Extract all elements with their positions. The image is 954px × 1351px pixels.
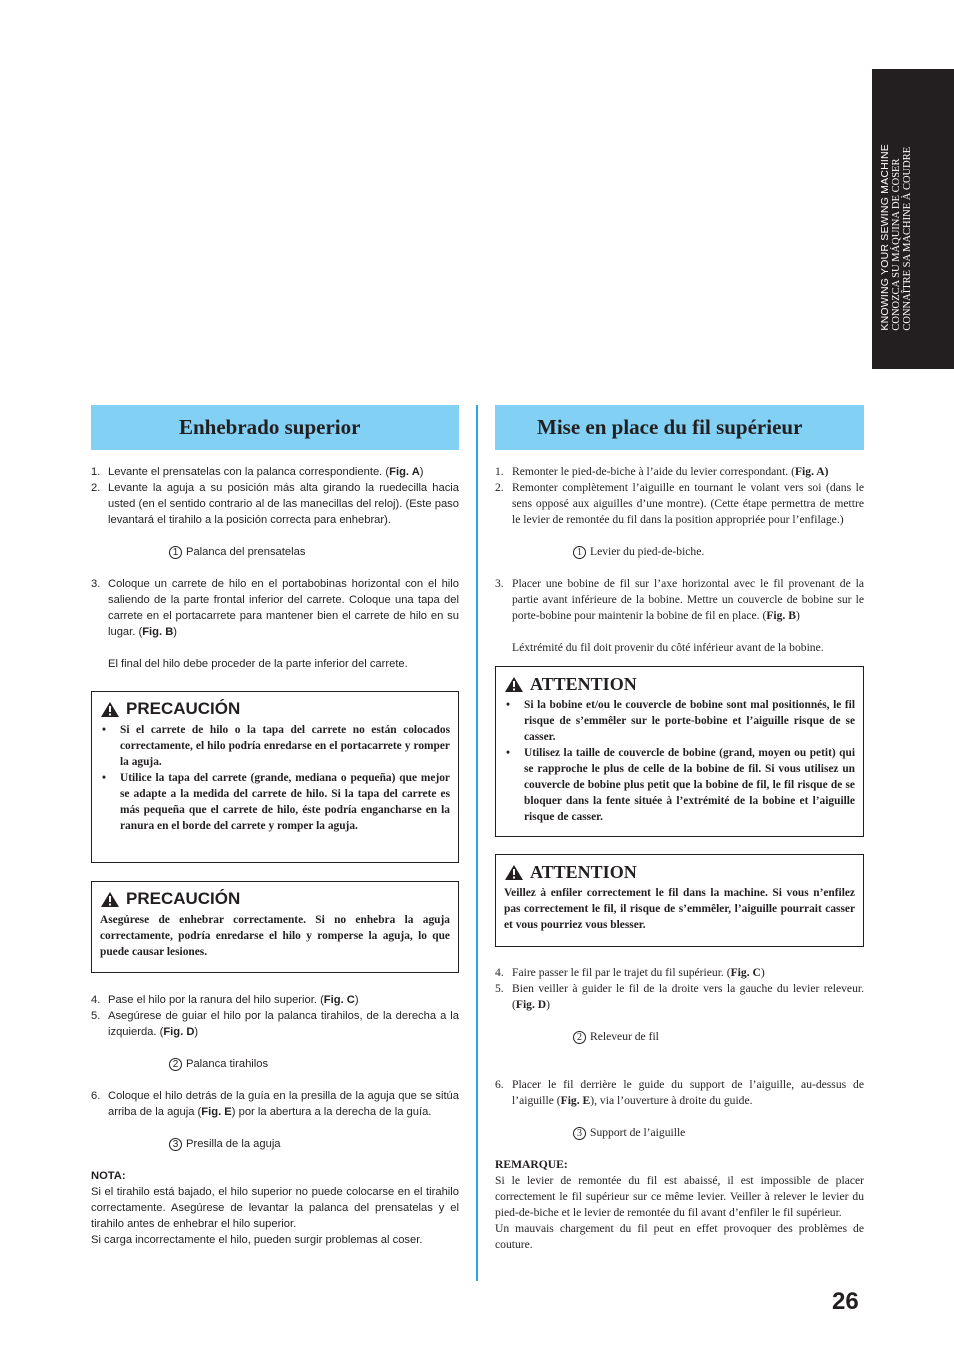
es-step-3-note: El final del hilo debe proceder de la parte inferior del carrete. xyxy=(108,658,408,670)
es-step-1: 1. Levante el prensatelas con la palanca correspondiente. (Fig. A) xyxy=(91,466,424,478)
fr-step-3: 3. Placer une bobine de fil sur l’axe horizontal avec le fil provenant de la partie avant inférieure de la bobine. Mettre un couvercle de bobine sur le porte-bobine pour maintenir la bobine de fil en place. (Fig. B) xyxy=(495,577,864,622)
es-step-5: 5. Asegúrese de guiar el hilo por la palanca tirahilos, de la derecha a la izquierda. (Fig. D) xyxy=(91,1010,459,1038)
es-step-2: 2. Levante la aguja a su posición más alta girando la ruedecilla hacia usted (en el sentido contrario al de las manecillas del reloj). (Este paso levantará el tirahilo a la posición correcta para enhebrar). xyxy=(91,482,459,526)
fr-step-2: 2. Remonter complètement l’aiguille en tournant le volant vers soi (dans le sens opposé aux aiguilles d’une montre). (Cette étape permettra de mettre le levier de remontée du fil dans la position appropriée pour l’enfilage.) xyxy=(495,481,864,526)
es-caution-title-1: PRECAUCIÓN xyxy=(100,698,450,720)
fr-step-6: 6. Placer le fil derrière le guide du support de l’aiguille, au-dessus de l’aiguille (Fig. E), via l’ouverture à droite du guide. xyxy=(495,1078,864,1107)
es-step-6: 6. Coloque el hilo detrás de la guía en la presilla de la aguja que se sitúa arriba de la aguja (Fig. E) por la abertura a la derecha de la guía. xyxy=(91,1090,459,1118)
fr-note-title: REMARQUE: xyxy=(495,1158,568,1171)
column-divider xyxy=(476,405,478,1281)
fr-note-text-1: Si le levier de remontée du fil est abaissé, il est impossible de placer correctement le fil supérieur sur ce même levier. Veiller à relever le levier du pied-de-biche et le levier de remontée du fil avant d’enfiler le fil supérieur. xyxy=(495,1174,864,1219)
spanish-column xyxy=(91,405,459,1248)
fr-attention-title-1: ATTENTION xyxy=(504,673,855,695)
section-tab-label-fr: CONNAÎTRE SA MACHINE À COUDRE xyxy=(902,147,913,331)
es-step-4: 4. Pase el hilo por la ranura del hilo superior. (Fig. C) xyxy=(91,994,359,1006)
es-step-3: 3. Coloque un carrete de hilo en el portabobinas horizontal con el hilo saliendo de la parte frontal inferior del carrete. Coloque una tapa del carrete en el portacarrete para mantener bien el carrete de hilo en su lugar. (Fig. B) xyxy=(91,578,459,638)
es-heading: Enhebrado superior xyxy=(91,405,459,450)
fr-heading: Mise en place du fil supérieur xyxy=(495,405,864,450)
section-tab xyxy=(872,69,954,369)
section-tab-labels xyxy=(879,144,913,331)
es-note-title: NOTA: xyxy=(91,1170,126,1182)
fr-attention-box-1: ATTENTION • Si la bobine et/ou le couvercle de bobine sont mal positionnés, le fil risque de s’emmêler sur le porte-bobine et l’aiguille risque de se casser. • Utilisez la taille de couvercle de bobine (grand, moyen ou petit) qui se rapproche le plus de celle de la bobine de fil. Si vous utilisez un couvercle de bobine plus petit que la bobine de fil, le fil risque de se bloquer dans la fente située à l’extrémité de la bobine et l’aiguille risque de casser. xyxy=(495,666,864,837)
fr-caption-2: 2 Releveur de fil xyxy=(495,1029,864,1045)
fr-attention-box-2: ATTENTION Veillez à enfiler correctement le fil dans la machine. Si vous n’enfilez pas correctement le fil, il risque de s’emmêler, l’aiguille pourrait casser et vous pourriez vous blesser. xyxy=(495,854,864,947)
es-caption-1: 1 Palanca del prensatelas xyxy=(91,544,459,560)
warning-icon xyxy=(504,676,524,693)
fr-step-3-note: Léxtrémité du fil doit provenir du côté inférieur avant de la bobine. xyxy=(512,641,824,654)
french-column xyxy=(495,405,864,1253)
es-caution-box-2: PRECAUCIÓN Asegúrese de enhebrar correctamente. Si no enhebra la aguja correctamente, podría enredarse el hilo y romperse la aguja, lo que puede causar lesiones. xyxy=(91,881,459,973)
es-caption-2: 2 Palanca tirahilos xyxy=(91,1056,459,1072)
section-tab-label-en: KNOWING YOUR SEWING MACHINE xyxy=(879,144,891,331)
warning-icon xyxy=(504,864,524,881)
warning-icon xyxy=(100,891,120,908)
es-caution-box-1: PRECAUCIÓN • Si el carrete de hilo o la tapa del carrete no están colocados correctamente, el hilo podría enredarse en el portacarrete y romper la aguja. • Utilice la tapa del carrete (grande, mediana o pequeña) que mejor se adapte a la medida del carrete de hilo. Si la tapa del carrete es más pequeña que el carrete de hilo, éste podría engancharse en la ranura en el borde del carrete y romper la aguja. xyxy=(91,691,459,863)
page-number: 26 xyxy=(832,1288,859,1315)
section-tab-label-es: CONOZCA SU MÁQUINA DE COSER xyxy=(891,158,902,331)
fr-step-5: 5. Bien veiller à guider le fil de la droite vers la gauche du levier releveur. (Fig. D) xyxy=(495,982,864,1011)
warning-icon xyxy=(100,701,120,718)
fr-caption-1: 1 Levier du pied-de-biche. xyxy=(495,544,864,560)
fr-step-1: 1. Remonter le pied-de-biche à l’aide du levier correspondant. (Fig. A) xyxy=(495,465,829,478)
es-caution-title-2: PRECAUCIÓN xyxy=(100,888,450,910)
fr-caption-3: 3 Support de l’aiguille xyxy=(495,1125,864,1141)
fr-step-4: 4. Faire passer le fil par le trajet du fil supérieur. (Fig. C) xyxy=(495,966,765,979)
es-note-text-2: Si carga incorrectamente el hilo, pueden surgir problemas al coser. xyxy=(91,1234,423,1246)
es-note-text-1: Si el tirahilo está bajado, el hilo superior no puede colocarse en el tirahilo correctamente. Asegúrese de levantar la palanca del prensatelas y el tirahilo antes de enhebrar el hilo superior. xyxy=(91,1186,459,1230)
fr-attention-title-2: ATTENTION xyxy=(504,861,855,883)
fr-note-text-2: Un mauvais chargement du fil peut en effet provoquer des problèmes de couture. xyxy=(495,1222,864,1251)
es-caption-3: 3 Presilla de la aguja xyxy=(91,1136,459,1152)
